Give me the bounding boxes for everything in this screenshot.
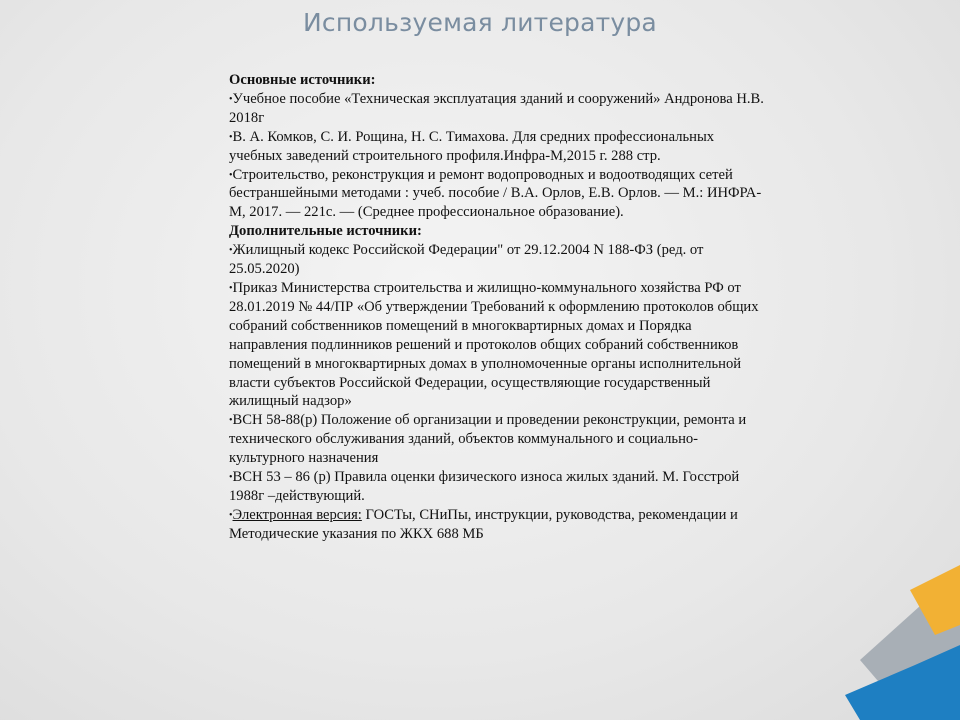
additional-sources-heading: Дополнительные источники: <box>229 223 422 240</box>
list-item: •ВСН 53 – 86 (р) Правила оценки физического износа жилых зданий. М. Госстрой 1988г –действующий. <box>229 469 740 504</box>
electronic-version-text: ГОСТы, СНиПы, инструкции, руководства, рекомендации и Методические указания по ЖКХ 688 МБ <box>229 506 738 542</box>
electronic-version-label: Электронная версия: <box>232 506 362 523</box>
bullet-icon: • <box>229 509 233 521</box>
bullet-icon: • <box>229 131 233 143</box>
slide-title: Используемая литература <box>303 8 657 37</box>
electronic-version-item <box>229 506 769 544</box>
literature-list <box>229 71 769 544</box>
bullet-icon: • <box>229 93 233 105</box>
bullet-icon: • <box>229 282 233 294</box>
main-sources-heading: Основные источники: <box>229 72 376 88</box>
list-item: •Приказ Министерства строительства и жилищно-коммунального хозяйства РФ от 28.01.2019 № 44/ПР «Об утверждении Требований к оформлению протоколов общих собраний собственников помещений в многоквартирных домах и Порядка направления подлинников решений и протоколов общих собраний собственников помещений в многоквартирных домах в уполномоченные органы исполнительной власти субъектов Российской Федерации, осуществляющие государственный жилищный надзор» <box>229 279 759 410</box>
bullet-icon: • <box>229 245 233 257</box>
list-item: •Строительство, реконструкция и ремонт водопроводных и водоотводящих сетей бестраншейными методами : учеб. пособие / В.А. Орлов, Е.В. Орлов. — М.: ИНФРА-М, 2017. — 221с. — (Среднее профессиональное образование). <box>229 166 762 221</box>
bullet-icon: • <box>229 472 233 484</box>
list-item: •В. А. Комков, С. И. Рощина, Н. С. Тимахова. Для средних профессиональных учебных заведений строительного профиля.Инфра-М,2015 г. 288 стр. <box>229 128 715 164</box>
bullet-icon: • <box>229 415 233 427</box>
corner-decoration <box>820 530 960 720</box>
list-item: •Учебное пособие «Техническая эксплуатация зданий и сооружений» Андронова Н.В. 2018г <box>229 90 764 126</box>
list-item: •Жилищный кодекс Российской Федерации" от 29.12.2004 N 188-ФЗ (ред. от 25.05.2020) <box>229 242 704 278</box>
list-item: •ВСН 58-88(р) Положение об организации и проведении реконструкции, ремонта и технического обслуживания зданий, объектов коммунального и социально-культурного назначения <box>229 412 747 467</box>
bullet-icon: • <box>229 169 233 181</box>
